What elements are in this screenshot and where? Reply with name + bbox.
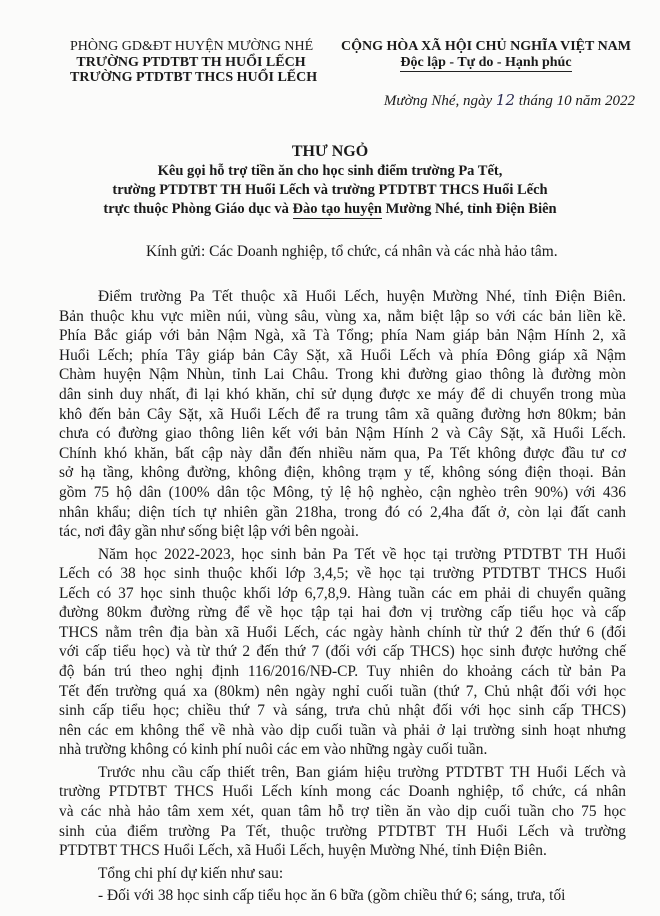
body-line: độ bán trú theo nghị định 116/2016/NĐ-CP. Tuy nhiên do khoảng cách từ bản Pa	[59, 663, 626, 681]
department-name: PHÒNG GD&ĐT HUYỆN MƯỜNG NHÉ	[70, 39, 314, 54]
date-line	[384, 91, 635, 110]
body-line: tác, nơi đây gần như sống biệt lập với bên ngoài.	[59, 523, 359, 541]
body-line: PTDTBT THCS Huổi Lếch, xã Huổi Lếch, huyện Mường Nhé, tỉnh Điện Biên.	[59, 842, 547, 860]
letter-subtitle	[0, 162, 660, 219]
body-line: khô đến bản Cây Sặt, xã Huổi Lếch để ra trung tâm xã quãng đường hơn 80km; bản	[59, 405, 626, 423]
body-line: Tổng chi phí dự kiến như sau:	[98, 864, 284, 882]
body-paragraph	[59, 545, 626, 761]
body-line: Lếch có 38 học sinh thuộc khối lớp 3,4,5; về học tại trường PTDTBT THCS Huổi	[59, 565, 626, 583]
body-line: nhà trường không có kinh phí nuôi các em vào những ngày cuối tuần.	[59, 741, 488, 759]
body-line: THCS nằm trên địa bàn xã Huổi Lếch, các ngày hành chính từ thứ 2 đến thứ 6 (đối	[59, 623, 626, 641]
body-line: Bản thuộc khu vực miền núi, vùng sâu, vùng xa, nằm biệt lập so với các bản liền kề.	[59, 307, 626, 325]
body-paragraph	[59, 763, 626, 861]
body-line: gồm 75 hộ dân (100% dân tộc Mông, tỷ lệ hộ nghèo, cận nghèo trên 90%) với 436	[59, 483, 626, 501]
body-line: Chàm huyện Nậm Nhùn, tỉnh Lai Châu. Trong khi đường giao thông là đường mòn	[59, 366, 626, 384]
body-line: Năm học 2022-2023, học sinh bản Pa Tết về học tại trường PTDTBT TH Huổi	[98, 545, 626, 563]
body-line: Huổi Lếch; phía Tây giáp bản Cây Sặt, xã Huổi Lếch và phía Đông giáp xã Nậm	[59, 346, 626, 364]
body-line: chưa có đường giao thông liên kết với bản Nậm Hính 2 và Cây Sặt, xã Huổi Lếch.	[59, 425, 626, 443]
date-suffix: tháng 10 năm 2022	[515, 93, 635, 109]
body-line: dân sinh duy nhất, đi lại khó khăn, chỉ sử dụng được xe máy để di chuyển trong mùa	[59, 385, 626, 403]
primary-school-name: TRƯỜNG PTDTBT TH HUỔI LẾCH	[76, 54, 306, 70]
national-header	[330, 39, 642, 70]
country-title: CỘNG HÒA XÃ HỘI CHỦ NGHĨA VIỆT NAM	[340, 39, 631, 54]
subtitle-underlined-part: Đào tạo huyện	[292, 201, 382, 217]
body-line: Chính khó khăn, bất cập này dẫn đến nhiều năm qua, Pa Tết không được đầu tư cơ	[59, 444, 626, 462]
body-line: Tết đến trường quá xa (80km) nên ngày nghỉ cuối tuần (thứ 7, Chủ nhật đối với học	[59, 682, 626, 700]
body-line: nhân khẩu; diện tích tự nhiên gần 218ha, trong đó có 2,4ha đất ở, còn lại đất canh	[59, 503, 626, 521]
body-line: sở hạ tầng, không đường, không điện, không trạm y tế, không sóng điện thoại. Bản	[59, 464, 626, 482]
body-line: Trước nhu cầu cấp thiết trên, Ban giám hiệu trường PTDTBT TH Huổi Lếch và	[98, 763, 626, 781]
body-line: - Đối với 38 học sinh cấp tiểu học ăn 6 bữa (gồm chiều thứ 6; sáng, trưa, tối	[98, 887, 566, 904]
body-line: sinh của điểm trường Pa Tết, thuộc trường PTDTBT TH Huổi Lếch và trường	[59, 822, 626, 840]
body-line: nên các em không thể về nhà vào dịp cuối tuần và phải ở lại trường sinh hoạt nhưng	[59, 721, 626, 739]
body-paragraph	[59, 886, 626, 906]
body-line: sinh cấp tiểu học; chiều thứ 7 và sáng, trưa chủ nhật đối với học sinh cấp THCS)	[59, 702, 626, 720]
letter-body	[59, 287, 626, 908]
handwritten-day: 12	[495, 91, 515, 109]
letter-title: THƯ NGỎ	[291, 143, 369, 160]
subtitle-line-3	[0, 200, 660, 219]
issuing-authority	[70, 39, 318, 86]
subtitle-line-3-part: trực thuộc Phòng Giáo dục và	[103, 201, 293, 217]
date-prefix: Mường Nhé, ngày	[383, 93, 496, 109]
body-paragraph	[59, 287, 626, 542]
secondary-school-name: TRƯỜNG PTDTBT THCS HUỔI LẾCH	[70, 70, 318, 85]
salutation: Kính gửi: Các Doanh nghiệp, tổ chức, cá nhân và các nhà hảo tâm.	[146, 243, 558, 260]
subtitle-line-3-end: Mường Nhé, tỉnh Điện Biên	[381, 201, 557, 217]
body-line: Điểm trường Pa Tết thuộc xã Huổi Lếch, huyện Mường Nhé, tỉnh Điện Biên.	[98, 288, 626, 305]
subtitle-line-1: Kêu gọi hỗ trợ tiền ăn cho học sinh điểm trường Pa Tết,	[157, 163, 503, 179]
body-line: và các nhà hảo tâm xem xét, quan tâm hỗ trợ tiền ăn vào dịp cuối tuần cho 75 học	[59, 803, 626, 821]
body-line: Phía Bắc giáp với bản Nậm Ngà, xã Tà Tổng; phía Nam giáp bản Nậm Hính 2, xã	[59, 327, 626, 345]
national-motto: Độc lập - Tự do - Hạnh phúc	[400, 54, 572, 70]
subtitle-line-2: trường PTDTBT TH Huổi Lếch và trường PTDTBT THCS Huổi Lếch	[112, 182, 548, 198]
body-line: với cấp tiểu học) và từ thứ 2 đến thứ 7 (đối với cấp THCS) học sinh được hưởng chế	[59, 643, 626, 661]
body-line: Lếch có 37 học sinh thuộc khối lớp 6,7,8,9. Hàng tuần các em phải di chuyển quãng	[59, 584, 626, 602]
body-line: đường 80km đường rừng để về học tập tại hai đơn vị trường cấp tiểu học và cấp	[59, 604, 626, 622]
body-paragraph	[59, 864, 626, 884]
body-line: trường PTDTBT THCS Huổi Lếch kính mong các Doanh nghiệp, tổ chức, cá nhân	[59, 783, 626, 801]
